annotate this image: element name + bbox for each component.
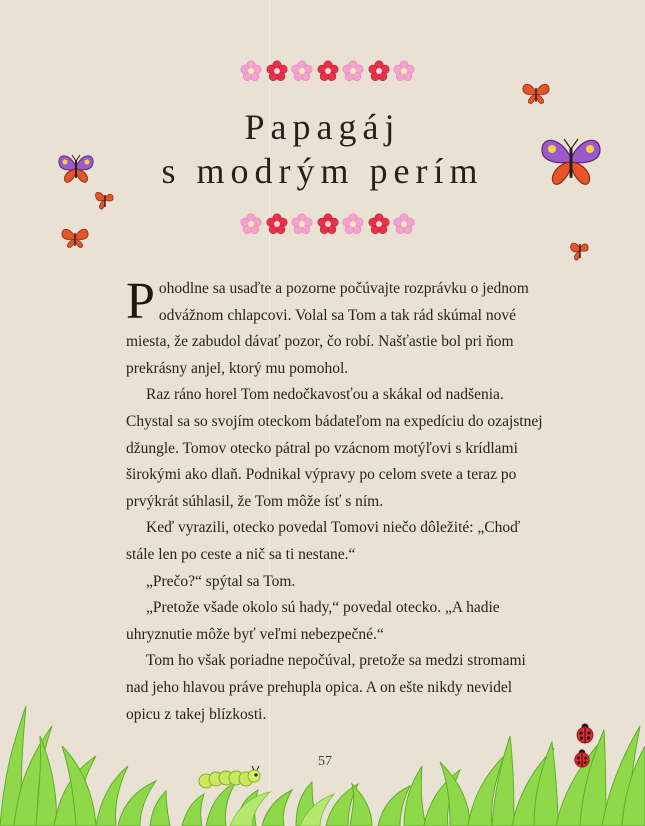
flower-icon [317, 213, 339, 235]
flower-icon [266, 213, 288, 235]
ladybug-icon [574, 722, 596, 744]
title-line-2: s modrým perím [161, 151, 484, 191]
flower-border-bottom [240, 213, 415, 237]
flower-icon [368, 60, 390, 82]
story-text [126, 273, 546, 728]
flower-icon [240, 60, 262, 82]
paragraph [126, 273, 546, 382]
butterfly-icon [60, 225, 90, 249]
flower-icon [368, 213, 390, 235]
butterfly-icon [94, 188, 116, 210]
title-line-1: Papagáj [244, 107, 401, 147]
flower-icon [342, 213, 364, 235]
butterfly-icon [568, 238, 590, 262]
flower-icon [393, 213, 415, 235]
butterfly-icon [56, 152, 96, 186]
flower-icon [317, 60, 339, 82]
paragraph: „Pretože všade okolo sú hady,“ povedal otecko. „A hadie uhryznutie môže byť veľmi nebezpečné.“ [126, 599, 500, 643]
ladybug-icon [572, 748, 592, 768]
flower-icon [266, 60, 288, 82]
flower-icon [342, 60, 364, 82]
flower-icon [291, 213, 313, 235]
flower-icon [291, 60, 313, 82]
flower-icon [393, 60, 415, 82]
paragraph: Keď vyrazili, otecko povedal Tomovi niečo dôležité: „Choď stále len po ceste a nič sa ti nestane.“ [126, 519, 521, 563]
flower-border-top [240, 60, 415, 84]
paragraph: Tom ho však poriadne nepočúval, pretože sa medzi stromami nad jeho hlavou práve prehupla opica. A on ešte nikdy nevidel opicu z takej blízkosti. [126, 652, 526, 723]
caterpillar-icon [198, 766, 264, 790]
paragraph-text: ohodlne sa usaďte a pozorne počúvajte rozprávku o jednom odvážnom chlapcovi. Volal sa Tom a tak rád skúmal nové miesta, že zabudol dávať pozor, čo robí. Našťastie bol pri ňom prekrásny anjel, ktorý mu pomohol. [126, 280, 529, 377]
drop-cap: P [126, 273, 155, 330]
flower-icon [240, 213, 262, 235]
butterfly-icon [538, 134, 604, 190]
paragraph: „Prečo?“ spýtal sa Tom. [146, 572, 296, 590]
paragraph: Raz ráno horel Tom nedočkavosťou a skákal od nadšenia. Chystal sa so svojím oteckom bádateľom na expedíciu do ozajstnej džungle. Tomov otecko pátral po vzácnom motýľovi s krídlami širokými ako dlaň. Podnikal výpravy po celom svete a teraz po prvýkrát súhlasil, že Tom môže ísť s ním. [126, 386, 543, 510]
page-number: 57 [318, 754, 332, 769]
butterfly-icon [520, 80, 552, 106]
